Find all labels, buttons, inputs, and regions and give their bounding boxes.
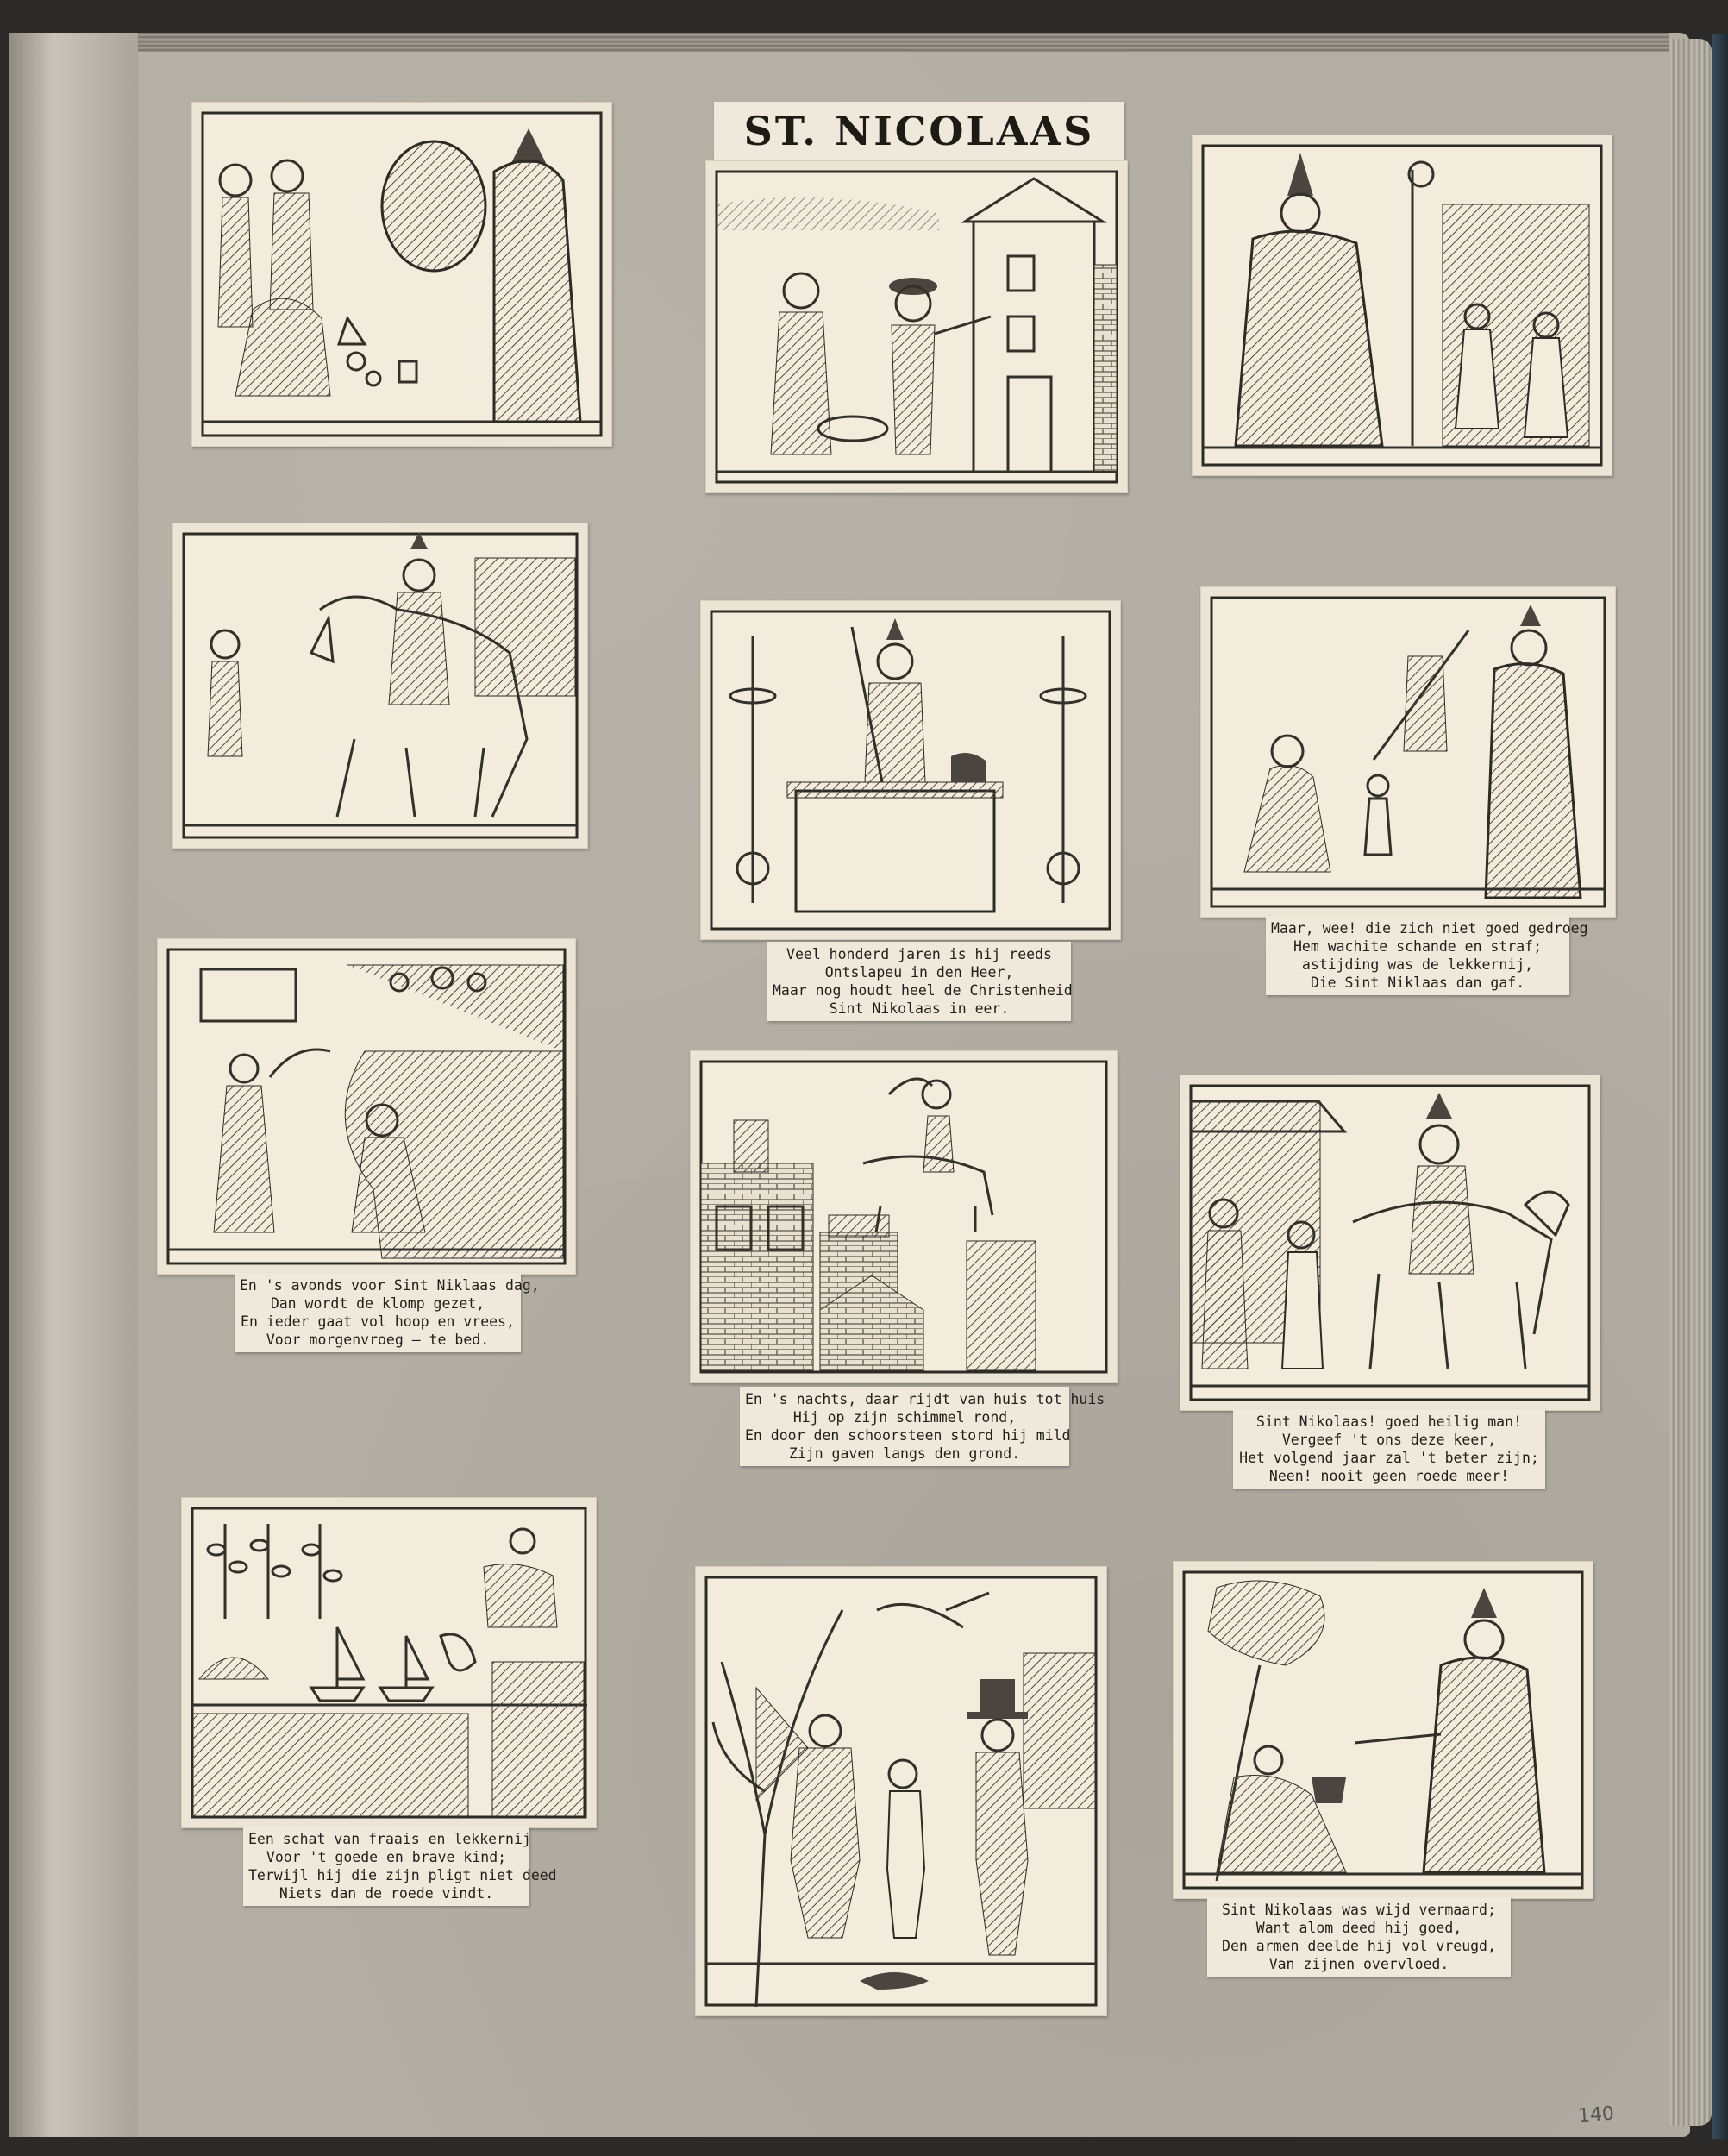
- page-top-edge: [138, 33, 1669, 52]
- verse-slip-rooftop: [740, 1387, 1105, 1466]
- verse-slip-shoe: [235, 1273, 540, 1352]
- verse-line: Neen! nooit geen roede meer!: [1268, 1468, 1510, 1484]
- woodcut-bishop-on-horse: [172, 523, 588, 849]
- verse-line: astijding was de lekkernij,: [1301, 956, 1534, 973]
- verse-line: Want alom deed hij goed,: [1255, 1920, 1462, 1936]
- verse-line: Een schat van fraais en lekkernij: [248, 1831, 531, 1847]
- verse-line: En ieder gaat vol hoop en vrees,: [241, 1313, 515, 1330]
- verse-slip-treats: [243, 1827, 557, 1906]
- verse-line: Veel honderd jaren is hij reeds: [786, 946, 1052, 962]
- verse-line: En 's avonds voor Sint Niklaas dag,: [240, 1277, 540, 1294]
- woodcut-house-scene: [705, 160, 1128, 493]
- verse-line: Den armen deelde hij vol vreugd,: [1222, 1938, 1496, 1954]
- woodcut-children-plead: [1180, 1075, 1600, 1411]
- verse-line: Sint Nikolaas in eer.: [829, 1000, 1010, 1017]
- verse-line: Voor morgenvroeg — te bed.: [266, 1332, 490, 1348]
- page-title: ST. NICOLAAS: [743, 108, 1095, 154]
- verse-line: Maar nog houdt heel de Christenheid: [773, 982, 1073, 999]
- verse-line: En door den schoorsteen stord hij mild: [745, 1427, 1071, 1444]
- verse-line: Die Sint Niklaas dan gaf.: [1310, 975, 1525, 991]
- woodcut-treats-and-rods: [181, 1497, 597, 1828]
- verse-slip-alms: [1207, 1897, 1511, 1977]
- book-cover-edge: [1712, 34, 1728, 2139]
- woodcut-rooftop-ride: [690, 1050, 1118, 1383]
- woodcut-bishop-gifts: [191, 102, 612, 447]
- verse-line: Hij op zijn schimmel rond,: [792, 1409, 1017, 1426]
- verse-line: Hem wachite schande en straf;: [1293, 938, 1543, 955]
- woodcut-bishop-altar: [700, 600, 1121, 940]
- verse-line: Sint Nikolaas was wijd vermaard;: [1222, 1902, 1496, 1918]
- verse-slip-rod: [1266, 916, 1588, 995]
- verse-slip-plead: [1233, 1409, 1545, 1489]
- verse-line: Vergeef 't ons deze keer,: [1281, 1432, 1497, 1448]
- verse-line: Het volgend jaar zal 't beter zijn;: [1239, 1450, 1539, 1466]
- woodcut-shoe-setting: [157, 938, 576, 1275]
- verse-line: Zijn gaven langs den grond.: [788, 1445, 1021, 1462]
- verse-line: Ontslapeu in den Heer,: [824, 964, 1014, 981]
- verse-line: Maar, wee! die zich niet goed gedroeg: [1271, 920, 1588, 937]
- woodcut-bishop-alms: [1173, 1561, 1593, 1899]
- page-number: 140: [1577, 2103, 1615, 2128]
- verse-line: Niets dan de roede vindt.: [279, 1885, 494, 1902]
- verse-line: Voor 't goede en brave kind;: [266, 1849, 507, 1865]
- verse-line: Sint Nikolaas! goed heilig man!: [1256, 1413, 1522, 1430]
- verse-line: Dan wordt de klomp gezet,: [270, 1295, 485, 1312]
- book-gutter: [9, 33, 138, 2137]
- woodcut-bishop-crozier: [1192, 135, 1612, 476]
- page-fore-edge: [1669, 39, 1712, 2126]
- woodcut-bishop-rod: [1200, 586, 1616, 918]
- woodcut-village-scene: [695, 1566, 1107, 2016]
- verse-line: En 's nachts, daar rijdt van huis tot huis: [745, 1391, 1105, 1407]
- verse-line: Van zijnen overvloed.: [1268, 1956, 1449, 1972]
- title-label: [714, 102, 1124, 160]
- verse-slip-altar: [767, 942, 1071, 1021]
- verse-line: Terwijl hij die zijn pligt niet deed: [248, 1867, 557, 1883]
